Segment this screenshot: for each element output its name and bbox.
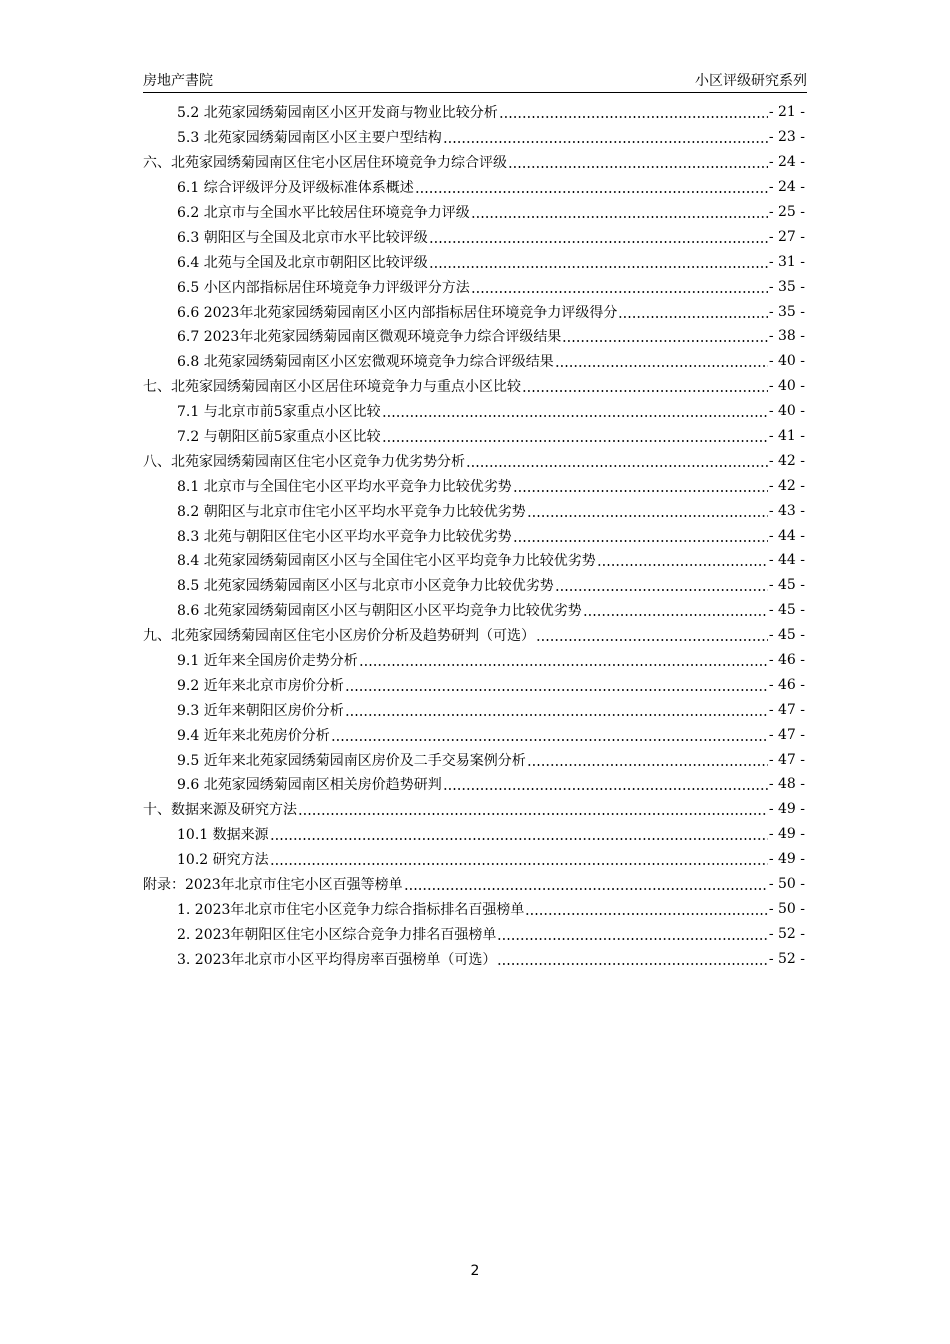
toc-entry-page: - 49 - [768, 801, 805, 818]
toc-dot-leader [497, 927, 767, 941]
toc-section-entry[interactable] [143, 548, 805, 573]
toc-chapter-entry[interactable] [143, 797, 805, 822]
toc-entry-title: 9.1 近年来全国房价走势分析 [177, 653, 358, 670]
toc-dot-leader [382, 404, 768, 418]
toc-entry-page: - 45 - [768, 627, 805, 644]
toc-dot-leader [583, 603, 768, 617]
toc-section-entry[interactable] [143, 224, 805, 249]
toc-entry-title: 1. 2023年北京市住宅小区竞争力综合指标排名百强榜单 [177, 901, 525, 918]
toc-section-entry[interactable] [143, 598, 805, 623]
toc-dot-leader [513, 529, 768, 543]
toc-section-entry[interactable] [143, 946, 805, 971]
toc-section-entry[interactable] [143, 424, 805, 449]
toc-entry-title: 9.2 近年来北京市房价分析 [177, 677, 344, 694]
toc-section-entry[interactable] [143, 349, 805, 374]
toc-dot-leader [562, 329, 767, 343]
toc-entry-page: - 48 - [768, 776, 805, 793]
toc-entry-title: 3. 2023年北京市小区平均得房率百强榜单（可选） [177, 951, 497, 968]
toc-section-entry[interactable] [143, 498, 805, 523]
toc-entry-title: 9.5 近年来北苑家园绣菊园南区房价及二手交易案例分析 [177, 752, 526, 769]
toc-entry-title: 6.2 北京市与全国水平比较居住环境竞争力评级 [177, 205, 470, 221]
toc-entry-page: - 35 - [768, 278, 805, 295]
toc-entry-page: - 49 - [768, 826, 805, 843]
toc-entry-title: 6.1 综合评级评分及评级标准体系概述 [177, 180, 414, 197]
toc-entry-title: 十、数据来源及研究方法 [143, 802, 297, 819]
toc-section-entry[interactable] [143, 897, 805, 922]
toc-entry-page: - 23 - [768, 129, 805, 146]
toc-chapter-entry[interactable] [143, 150, 805, 175]
toc-entry-title: 10.2 研究方法 [177, 852, 269, 869]
toc-dot-leader [555, 578, 768, 592]
toc-dot-leader [525, 902, 767, 916]
toc-dot-leader [618, 305, 767, 319]
toc-entry-title: 六、北苑家园绣菊园南区住宅小区居住环境竞争力综合评级 [143, 155, 507, 172]
toc-entry-page: - 40 - [768, 378, 805, 395]
toc-entry-title: 附录：2023年北京市住宅小区百强等榜单 [143, 877, 403, 894]
page-header [143, 68, 807, 93]
toc-entry-title: 6.8 北苑家园绣菊园南区小区宏微观环境竞争力综合评级结果 [177, 354, 554, 371]
toc-section-entry[interactable] [143, 299, 805, 324]
toc-entry-title: 6.3 朝阳区与全国及北京市水平比较评级 [177, 229, 428, 246]
toc-chapter-entry[interactable] [143, 872, 805, 897]
toc-dot-leader [471, 280, 768, 294]
toc-dot-leader [508, 155, 768, 169]
toc-entry-page: - 27 - [768, 228, 805, 245]
toc-entry-page: - 46 - [768, 676, 805, 693]
toc-entry-page: - 44 - [768, 552, 805, 569]
toc-entry-page: - 50 - [768, 900, 805, 917]
toc-dot-leader [345, 703, 768, 717]
toc-entry-title: 5.3 北苑家园绣菊园南区小区主要户型结构 [177, 130, 442, 147]
toc-dot-leader [555, 354, 768, 368]
toc-entry-page: - 42 - [768, 477, 805, 494]
toc-section-entry[interactable] [143, 100, 805, 125]
toc-entry-title: 8.1 北京市与全国住宅小区平均水平竞争力比较优劣势 [177, 478, 512, 495]
toc-entry-page: - 52 - [768, 950, 805, 967]
toc-entry-title: 9.6 北苑家园绣菊园南区相关房价趋势研判 [177, 777, 442, 794]
toc-dot-leader [527, 753, 768, 767]
toc-entry-title: 6.6 2023年北苑家园绣菊园南区小区内部指标居住环境竞争力评级得分 [177, 304, 618, 321]
toc-entry-page: - 47 - [768, 751, 805, 768]
toc-entry-page: - 45 - [768, 577, 805, 594]
toc-section-entry[interactable] [143, 573, 805, 598]
toc-section-entry[interactable] [143, 249, 805, 274]
toc-section-entry[interactable] [143, 747, 805, 772]
toc-dot-leader [415, 180, 768, 194]
toc-dot-leader [270, 827, 768, 841]
toc-chapter-entry[interactable] [143, 374, 805, 399]
toc-entry-title: 九、北苑家园绣菊园南区住宅小区房价分析及趋势研判（可选） [143, 628, 535, 645]
toc-entry-page: - 47 - [768, 726, 805, 743]
toc-entry-page: - 47 - [768, 701, 805, 718]
toc-entry-title: 7.1 与北京市前5家重点小区比较 [177, 404, 381, 421]
header-publisher: 房地产書院 [143, 73, 213, 89]
toc-section-entry[interactable] [143, 648, 805, 673]
toc-dot-leader [429, 255, 768, 269]
toc-dot-leader [429, 230, 768, 244]
toc-entry-title: 10.1 数据来源 [177, 827, 269, 844]
toc-entry-page: - 31 - [768, 253, 805, 270]
toc-entry-title: 6.5 小区内部指标居住环境竞争力评级评分方法 [177, 279, 470, 296]
toc-entry-page: - 44 - [768, 527, 805, 544]
toc-dot-leader [513, 479, 768, 493]
toc-dot-leader [597, 553, 768, 567]
toc-dot-leader [499, 105, 768, 119]
toc-entry-page: - 43 - [768, 502, 805, 519]
page-number: 2 [470, 1263, 480, 1279]
toc-dot-leader [331, 728, 768, 742]
toc-dot-leader [270, 852, 768, 866]
toc-dot-leader [527, 504, 768, 518]
toc-entry-title: 6.7 2023年北苑家园绣菊园南区微观环境竞争力综合评级结果 [177, 329, 562, 346]
toc-entry-title: 8.3 北苑与朝阳区住宅小区平均水平竞争力比较优劣势 [177, 528, 512, 545]
toc-entry-title: 6.4 北苑与全国及北京市朝阳区比较评级 [177, 254, 428, 271]
toc-section-entry[interactable] [143, 274, 805, 299]
toc-chapter-entry[interactable] [143, 623, 805, 648]
toc-dot-leader [298, 802, 768, 816]
toc-entry-page: - 46 - [768, 652, 805, 669]
toc-entry-title: 8.2 朝阳区与北京市住宅小区平均水平竞争力比较优劣势 [177, 503, 526, 520]
toc-dot-leader [471, 205, 768, 219]
toc-entry-title: 八、北苑家园绣菊园南区住宅小区竞争力优劣势分析 [143, 453, 465, 470]
toc-section-entry[interactable] [143, 847, 805, 872]
toc-dot-leader [536, 628, 768, 642]
toc-section-entry[interactable] [143, 822, 805, 847]
toc-entry-page: - 24 - [768, 154, 805, 171]
toc-entry-page: - 41 - [768, 428, 805, 445]
toc-entry-title: 7.2 与朝阳区前5家重点小区比较 [177, 429, 381, 446]
toc-dot-leader [497, 952, 767, 966]
toc-section-entry[interactable] [143, 722, 805, 747]
toc-section-entry[interactable] [143, 473, 805, 498]
toc-entry-title: 9.4 近年来北苑房价分析 [177, 727, 330, 744]
toc-section-entry[interactable] [143, 200, 805, 225]
toc-dot-leader [443, 130, 768, 144]
toc-chapter-entry[interactable] [143, 448, 805, 473]
toc-entry-title: 七、北苑家园绣菊园南区小区居住环境竞争力与重点小区比较 [143, 379, 521, 396]
toc-entry-title: 5.2 北苑家园绣菊园南区小区开发商与物业比较分析 [177, 105, 498, 122]
toc-entry-page: - 25 - [768, 204, 805, 220]
toc-entry-page: - 40 - [768, 353, 805, 370]
toc-dot-leader [345, 678, 768, 692]
toc-entry-page: - 45 - [768, 602, 805, 619]
toc-entry-page: - 42 - [768, 452, 805, 469]
toc-section-entry[interactable] [143, 175, 805, 200]
table-of-contents [143, 100, 805, 971]
toc-entry-title: 8.5 北苑家园绣菊园南区小区与北京市小区竞争力比较优劣势 [177, 578, 554, 595]
toc-dot-leader [359, 653, 768, 667]
toc-entry-title: 2. 2023年朝阳区住宅小区综合竞争力排名百强榜单 [177, 926, 497, 943]
toc-entry-title: 8.4 北苑家园绣菊园南区小区与全国住宅小区平均竞争力比较优劣势 [177, 553, 596, 570]
toc-entry-title: 9.3 近年来朝阳区房价分析 [177, 702, 344, 719]
toc-section-entry[interactable] [143, 399, 805, 424]
header-series-title: 小区评级研究系列 [695, 73, 807, 89]
toc-entry-page: - 40 - [768, 403, 805, 420]
toc-section-entry[interactable] [143, 921, 805, 946]
toc-entry-title: 8.6 北苑家园绣菊园南区小区与朝阳区小区平均竞争力比较优劣势 [177, 603, 582, 620]
toc-entry-page: - 35 - [768, 303, 805, 320]
toc-entry-page: - 52 - [768, 925, 805, 942]
toc-section-entry[interactable] [143, 324, 805, 349]
toc-section-entry[interactable] [143, 523, 805, 548]
toc-dot-leader [404, 877, 768, 891]
toc-entry-page: - 21 - [768, 104, 805, 121]
toc-entry-page: - 50 - [768, 876, 805, 893]
toc-entry-page: - 38 - [768, 328, 805, 345]
toc-section-entry[interactable] [143, 672, 805, 697]
toc-dot-leader [382, 429, 768, 443]
toc-dot-leader [443, 777, 768, 791]
toc-section-entry[interactable] [143, 772, 805, 797]
toc-entry-page: - 49 - [768, 851, 805, 868]
toc-dot-leader [466, 454, 768, 468]
toc-section-entry[interactable] [143, 125, 805, 150]
toc-entry-page: - 24 - [768, 179, 805, 196]
toc-section-entry[interactable] [143, 697, 805, 722]
toc-dot-leader [522, 379, 768, 393]
